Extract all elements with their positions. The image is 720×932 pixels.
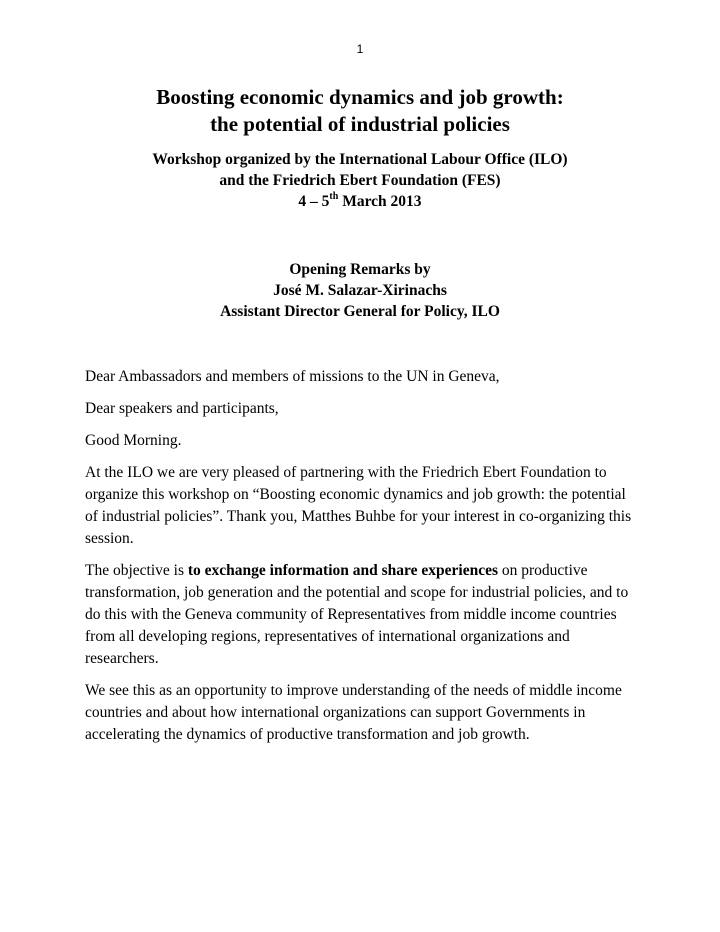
objective-rest: on productive transformation, job generation and the potential and scope for industrial policies, and to do this with the Geneva community of Representatives from middle income countries from all developing regions, representatives of international organizations and researchers. [85,562,629,667]
opening-remarks-heading [0,259,720,322]
date-ordinal-suffix: th [329,190,339,202]
salutation-ambassadors: Dear Ambassadors and members of missions to the UN in Geneva, [85,368,500,385]
title-line-2: the potential of industrial policies [210,112,510,136]
workshop-line-2: and the Friedrich Ebert Foundation (FES) [219,172,501,189]
workshop-info [0,149,720,212]
remarks-line-1: Opening Remarks by [289,261,431,278]
speaker-title: Assistant Director General for Policy, ILO [220,303,500,320]
workshop-line-1: Workshop organized by the International Labour Office (ILO) [152,151,568,168]
title-line-1: Boosting economic dynamics and job growth: [156,85,564,109]
salutation-speakers: Dear speakers and participants, [85,400,279,417]
objective-highlight: to exchange information and share experiences [187,562,498,579]
speech-body [85,366,641,756]
speaker-name: José M. Salazar-Xirinachs [273,282,447,299]
workshop-date [0,191,720,212]
page-number: 1 [356,42,364,56]
date-suffix: March 2013 [338,193,422,210]
paragraph-partnership: At the ILO we are very pleased of partnering with the Friedrich Ebert Foundation to organize this workshop on “Boosting economic dynamics and job growth: the potential of industrial policies”. Thank you, Matthes Buhbe for your interest in co-organizing this session. [85,464,632,547]
objective-intro: The objective is [85,562,188,579]
paragraph-objective [85,560,641,670]
date-prefix: 4 – 5 [298,193,330,210]
paragraph-opportunity: We see this as an opportunity to improve understanding of the needs of middle income countries and about how international organizations can support Governments in accelerating the dynamics of productive transformation and job growth. [85,682,622,743]
greeting: Good Morning. [85,432,182,449]
document-title [0,84,720,138]
